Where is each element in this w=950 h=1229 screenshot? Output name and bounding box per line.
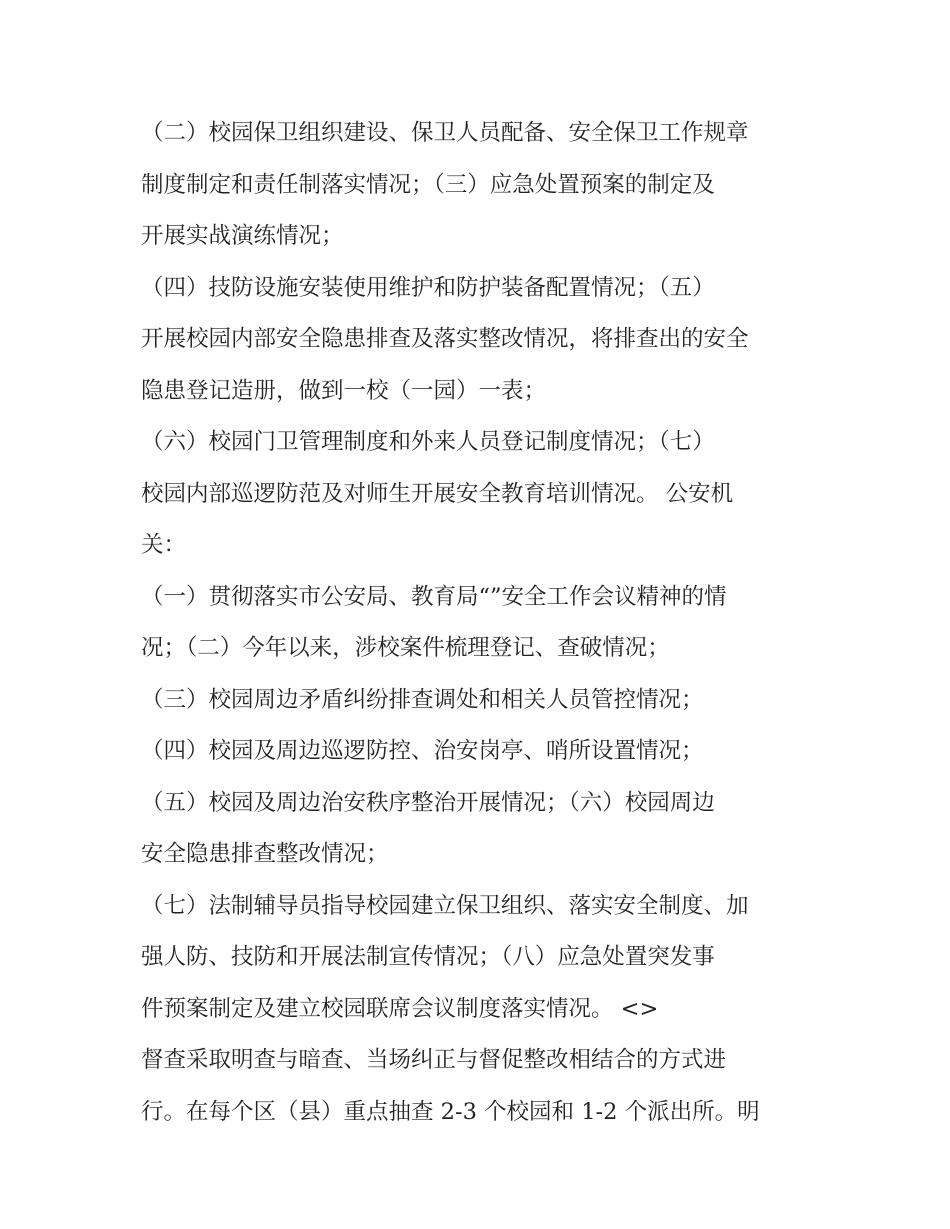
text-line: 隐患登记造册，做到一校（一园）一表； <box>141 377 547 404</box>
text-line: 督查采取明查与暗查、当场纠正与督促整改相结合的方式进 <box>141 1047 727 1073</box>
document-body <box>141 108 821 1138</box>
text-line: 件预案制定及建立校园联席会议制度落实情况。 <> <box>141 995 659 1022</box>
text-line: （五）校园及周边治安秩序整治开展情况；（六）校园周边 <box>141 789 715 816</box>
text-line: 况；（二）今年以来，涉校案件梳理登记、查破情况； <box>141 635 670 661</box>
text-line: （六）校园门卫管理制度和外来人员登记制度情况；（七） <box>141 429 715 455</box>
text-line: （七）法制辅导员指导校园建立保卫组织、落实安全制度、加 <box>141 892 749 919</box>
text-line: （一）贯彻落实市公安局、教育局“”安全工作会议精神的情 <box>141 583 727 610</box>
text-line: 开展校园内部安全隐患排查及落实整改情况，将排查出的安全 <box>141 326 749 352</box>
text-line: 制度制定和责任制落实情况；（三）应急处置预案的制定及 <box>141 171 715 198</box>
text-line: 开展实战演练情况； <box>141 223 344 249</box>
text-line: （二）校园保卫组织建设、保卫人员配备、安全保卫工作规章 <box>141 120 749 146</box>
text-line: 校园内部巡逻防范及对师生开展安全教育培训情况。 公安机 <box>141 480 734 507</box>
text-line: 关： <box>141 532 187 558</box>
text-line: （四）技防设施安装使用维护和防护装备配置情况；（五） <box>141 274 715 301</box>
text-line: 安全隐患排查整改情况； <box>141 841 389 867</box>
text-line: 强人防、技防和开展法制宣传情况；（八）应急处置突发事 <box>141 944 715 970</box>
text-line: （三）校园周边矛盾纠纷排查调处和相关人员管控情况； <box>141 686 704 713</box>
text-line: （四）校园及周边巡逻防控、治安岗亭、哨所设置情况； <box>141 738 704 764</box>
text-line: 行。在每个区（县）重点抽查 2-3 个校园和 1-2 个派出所。明 <box>141 1098 760 1125</box>
